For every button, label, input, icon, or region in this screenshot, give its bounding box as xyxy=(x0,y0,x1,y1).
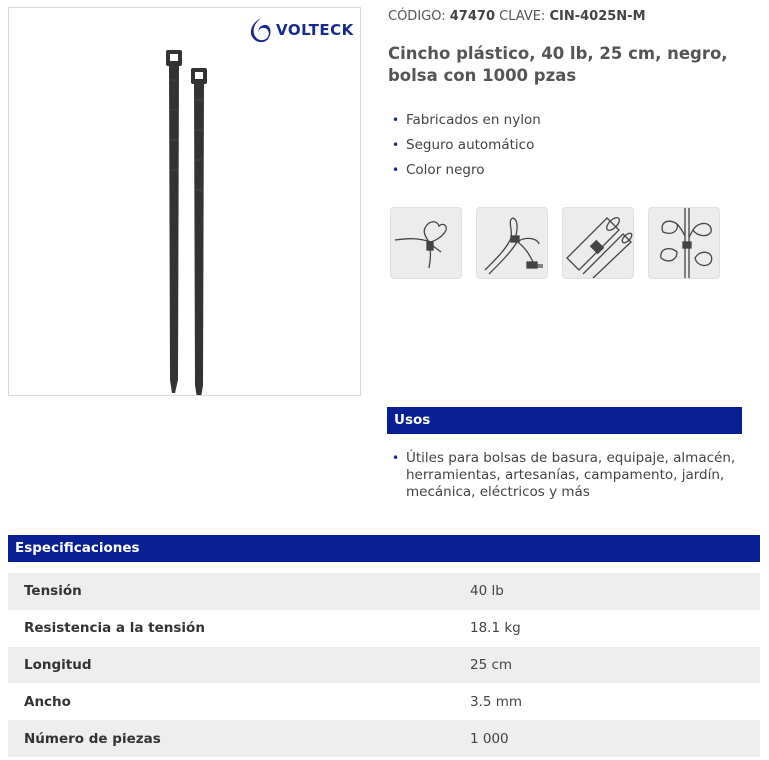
feature-item: • Fabricados en nylon xyxy=(392,110,541,135)
pipes-icon xyxy=(562,207,634,279)
brand-wordmark: VOLTECK xyxy=(276,21,354,39)
feature-item: • Seguro automático xyxy=(392,135,541,160)
code-label: CÓDIGO: xyxy=(388,9,446,24)
specifications-table xyxy=(8,573,760,757)
vine-plant-icon xyxy=(648,207,720,279)
usos-heading: Usos xyxy=(387,407,742,434)
cable-ties-illustration xyxy=(159,50,219,395)
table-row xyxy=(8,610,760,647)
product-code: 47470 xyxy=(449,9,495,24)
table-row xyxy=(8,720,760,757)
spec-value: 40 lb xyxy=(470,583,504,600)
usos-description: • Útiles para bolsas de basura, equipaje, almacén, herramientas, artesanías, campamento, jardín, mecánica, eléctricos y más xyxy=(392,450,742,501)
volteck-logo xyxy=(249,16,354,44)
spec-value: 1 000 xyxy=(470,730,509,747)
table-row xyxy=(8,647,760,684)
volteck-logo-icon xyxy=(249,16,273,44)
table-row xyxy=(8,683,760,720)
spec-value: 25 cm xyxy=(470,656,513,673)
cable-bundle-icon xyxy=(476,207,548,279)
table-row xyxy=(8,573,760,610)
use-icons-row xyxy=(390,207,720,279)
spec-label: Resistencia a la tensión xyxy=(24,620,205,637)
spec-label: Número de piezas xyxy=(24,730,161,747)
product-code-line xyxy=(388,9,646,24)
product-key: CIN-4025N-M xyxy=(549,9,646,24)
feature-item: • Color negro xyxy=(392,160,541,185)
spec-label: Tensión xyxy=(24,583,82,600)
specifications-heading: Especificaciones xyxy=(8,535,760,562)
spec-value: 18.1 kg xyxy=(470,620,521,637)
feature-list xyxy=(392,110,541,185)
flower-stem-icon xyxy=(390,207,462,279)
spec-label: Longitud xyxy=(24,656,92,673)
product-title: Cincho plástico, 40 lb, 25 cm, negro, bolsa con 1000 pzas xyxy=(388,44,728,85)
key-label: CLAVE: xyxy=(499,9,546,24)
spec-label: Ancho xyxy=(24,693,71,710)
spec-value: 3.5 mm xyxy=(470,693,523,710)
product-image xyxy=(8,7,361,396)
